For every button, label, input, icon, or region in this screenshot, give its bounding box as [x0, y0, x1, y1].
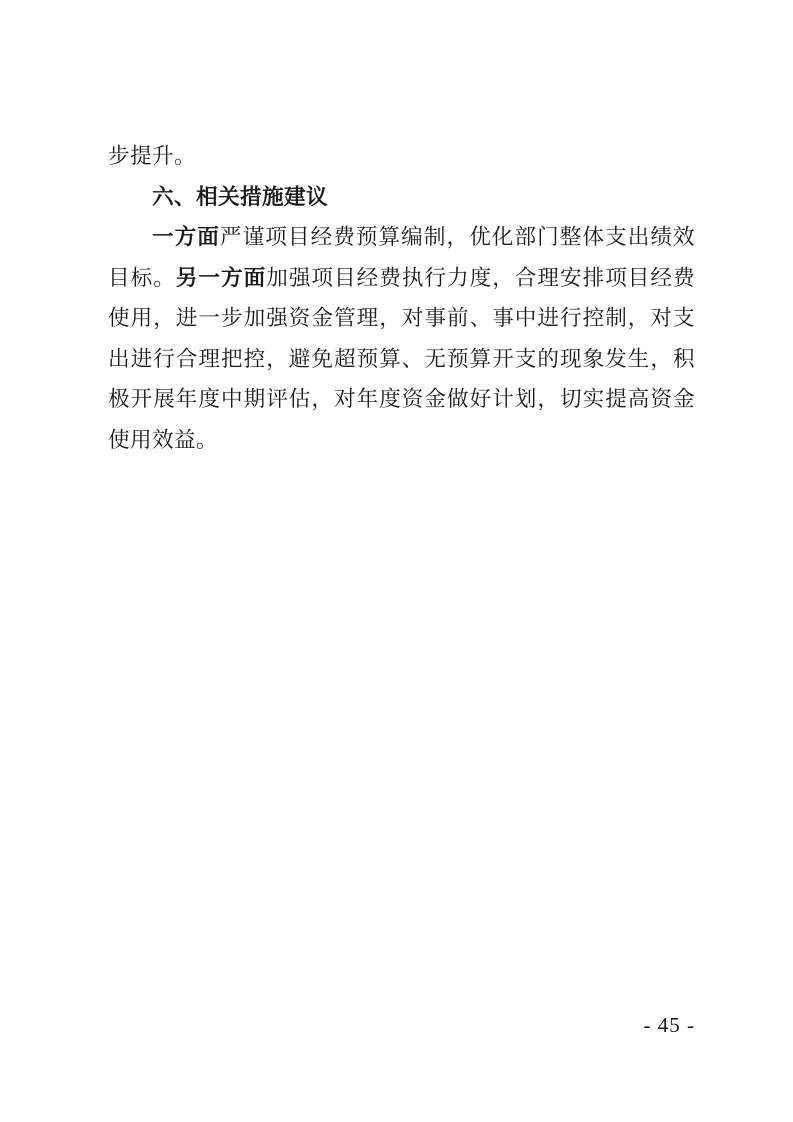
paragraph-text-first: 严谨项目经费预算编制，优化部门整体支出绩效目标。	[108, 225, 696, 291]
page-content	[108, 137, 695, 461]
lead-phrase-second: 另一方面	[175, 265, 267, 291]
lead-phrase-first: 一方面	[152, 225, 220, 250]
measures-paragraph	[108, 218, 695, 461]
continuation-paragraph: 步提升。	[108, 144, 196, 169]
page-number: - 45 -	[643, 1013, 695, 1037]
paragraph-text-second: 加强项目经费执行力度，合理安排项目经费使用，进一步加强资金管理，对事前、事中进行控制，对支出进行合理把控，避免超预算、无预算开支的现象发生，积极开展年度中期评估，对年度资金做好计划，切实提高资金使用效益。	[108, 265, 696, 453]
section-heading: 六、相关措施建议	[152, 184, 328, 210]
